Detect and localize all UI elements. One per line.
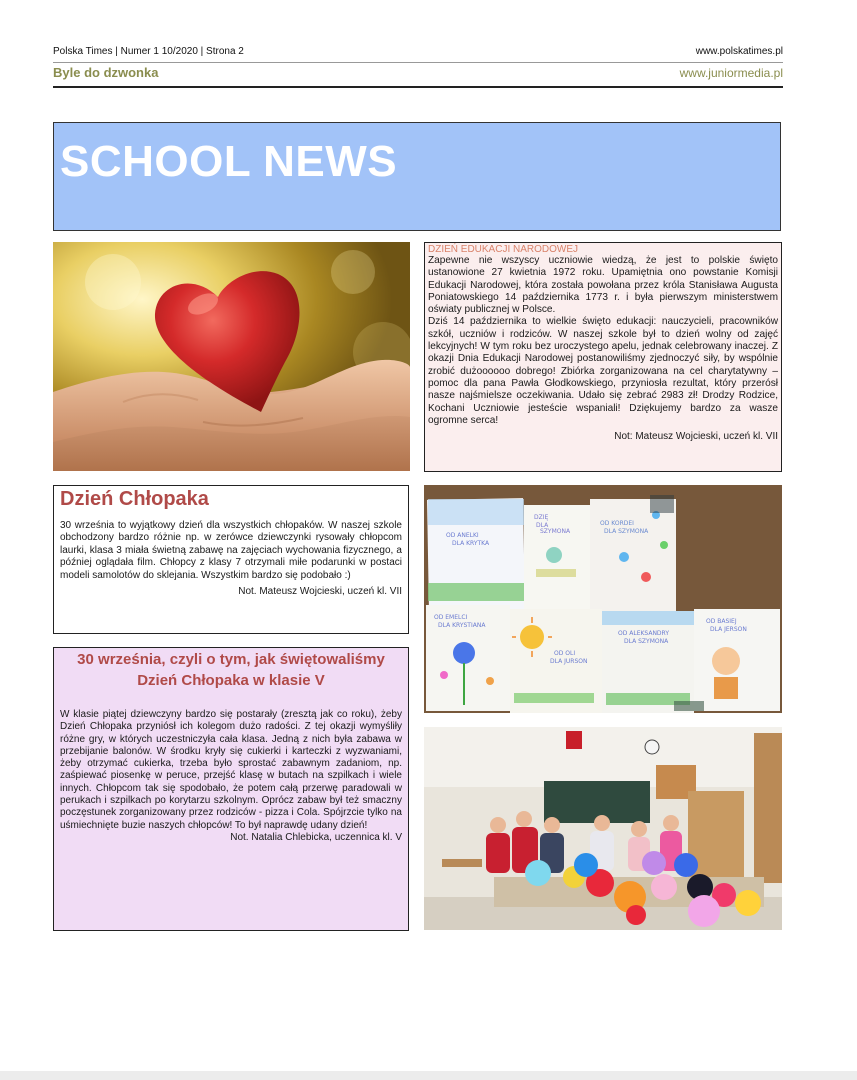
header-divider <box>53 62 783 63</box>
boys-day-title: Dzień Chłopaka <box>60 488 209 510</box>
class-five-article <box>53 647 409 931</box>
partner-link[interactable]: www.juniormedia.pl <box>679 66 783 80</box>
svg-text:DLA KRYSTIANA: DLA KRYSTIANA <box>438 622 486 629</box>
site-link[interactable]: www.polskatimes.pl <box>695 46 783 57</box>
svg-text:DLA JURSON: DLA JURSON <box>550 658 588 665</box>
education-day-title: DZIEŃ EDUKACJI NARODOWEJ <box>428 244 579 255</box>
classroom-photo <box>424 727 782 930</box>
drawing-card <box>602 611 694 713</box>
education-day-article <box>424 242 782 472</box>
svg-text:OD ALEKSANDRY: OD ALEKSANDRY <box>618 630 670 637</box>
svg-text:DLA: DLA <box>536 522 549 529</box>
class-five-title: 30 września, czyli o tym, jak świętowaliśmy Dzień Chłopaka w klasie V <box>77 651 385 689</box>
education-day-body <box>428 255 778 427</box>
svg-text:DLA KRYTKA: DLA KRYTKA <box>452 540 490 547</box>
section-title: Byle do dzwonka <box>53 65 159 80</box>
drawing-card <box>524 505 590 613</box>
heart-hands-photo <box>53 242 410 471</box>
svg-text:DLA SZYMONA: DLA SZYMONA <box>624 638 669 645</box>
header-rule <box>53 86 783 88</box>
education-day-paragraph: Dziś 14 października to wielkie święto edukacji: nauczycieli, pracowników szkół, uczniów i rodziców. W naszej szkole był to dzień wolny od zajęć lekcyjnych! W tym roku bez uroczystego apelu, jednak celebrowany inaczej. Z okazji Dnia Edukacji Narodowej postanowiliśmy zjednoczyć siły, by wspólnie zrobić dużoooooo dobrego! Zbiórka zorganizowana na cel charytatywny – pomoc dla pana Pawła Głodkowskiego, przyniosła rezultat, który przerósł nasze najśmielsze oczekiwania. Udało się zebrać 2983 zł! Drodzy Rodzice, Kochani Uczniowie jesteście wspaniali! Dziękujemy bardzo za wasze ogromne serca! <box>428 316 778 426</box>
svg-text:OD BASIEJ: OD BASIEJ <box>706 618 737 625</box>
svg-text:DLA SZYMONA: DLA SZYMONA <box>604 528 649 535</box>
boys-day-article <box>53 485 409 634</box>
page-bottom-bar <box>0 1071 857 1080</box>
svg-text:OD EMELCI: OD EMELCI <box>434 614 468 621</box>
svg-text:DLA JERSON: DLA JERSON <box>710 626 747 633</box>
svg-text:SZYMONA: SZYMONA <box>540 528 571 535</box>
issue-info: Polska Times | Numer 1 10/2020 | Strona 2 <box>53 46 244 57</box>
drawing-card <box>510 609 602 713</box>
svg-text:OD ANELKI: OD ANELKI <box>446 532 479 539</box>
svg-text:DZIĘ: DZIĘ <box>534 514 549 521</box>
page-header <box>53 46 783 60</box>
class-five-signature: Not. Natalia Chlebicka, uczennica kl. V <box>230 831 402 843</box>
boys-day-body: 30 września to wyjątkowy dzień dla wszystkich chłopaków. W naszej szkole obchodzony bardzo różnie np. w zerówce dziewczynki rysowały chłopcom laurki, klasa 3 miała świetną zabawę na zajęciach wychowania fizycznego, a później oglądała film. Chłopcy z klasy 7 otrzymali miłe podarunki w postaci modeli samolotów do sklejania. Wszystkim bardzo się podobało :) <box>60 520 402 581</box>
education-day-paragraph: Zapewne nie wszyscy uczniowie wiedzą, że jest to polskie święto ustanowione 27 kwietnia 1972 roku. Upamiętnia ono powstanie Komisji Edukacji Narodowej, która została powołana przez króla Stanisława Augusta Poniatowskiego 14 października 1773 r. i była pierwszym ministerstwem oświaty publicznej w Polsce. <box>428 255 778 316</box>
section-header <box>53 65 783 85</box>
drawing-card <box>426 605 510 711</box>
drawings-photo <box>424 485 782 713</box>
banner-title: SCHOOL NEWS <box>60 137 398 186</box>
drawing-card <box>427 498 525 612</box>
drawing-card <box>694 609 780 711</box>
svg-text:OD OLI: OD OLI <box>554 650 576 657</box>
school-news-banner <box>53 122 781 231</box>
education-day-signature: Not: Mateusz Wojcieski, uczeń kl. VII <box>614 431 778 443</box>
drawing-card <box>590 499 676 613</box>
svg-text:OD KORDEI: OD KORDEI <box>600 520 634 527</box>
boys-day-signature: Not. Mateusz Wojcieski, uczeń kl. VII <box>238 586 402 598</box>
class-five-body: W klasie piątej dziewczyny bardzo się postarały (zresztą jak co roku), żeby Dzień Chłopaka przyniósł ich kolegom dużo radości. Z tej okazji wymyśliły różne gry, w których uczestniczyła cała klasa. Jedną z nich była zabawa w przebijanie balonów. W środku kryły się cukierki i karteczki z wyzwaniami, żeby otrzymać cukierka, trzeba było sprostać zabawnym zadaniom, np. zaśpiewać piosenkę w peruce, przejść klasę w butach na szpilkach i wiele innych. Chłopcom tak się spodobało, że potem całą przerwę paradowali w perukach i szpilkach po korytarzu szkolnym. Oprócz zabaw był też smaczny poczęstunek zorganizowany przez rodziców - pizza i Cola. Spójrzcie tylko na uśmiechnięte buzie naszych chłopców! To był naprawdę udany dzień! <box>60 709 402 831</box>
